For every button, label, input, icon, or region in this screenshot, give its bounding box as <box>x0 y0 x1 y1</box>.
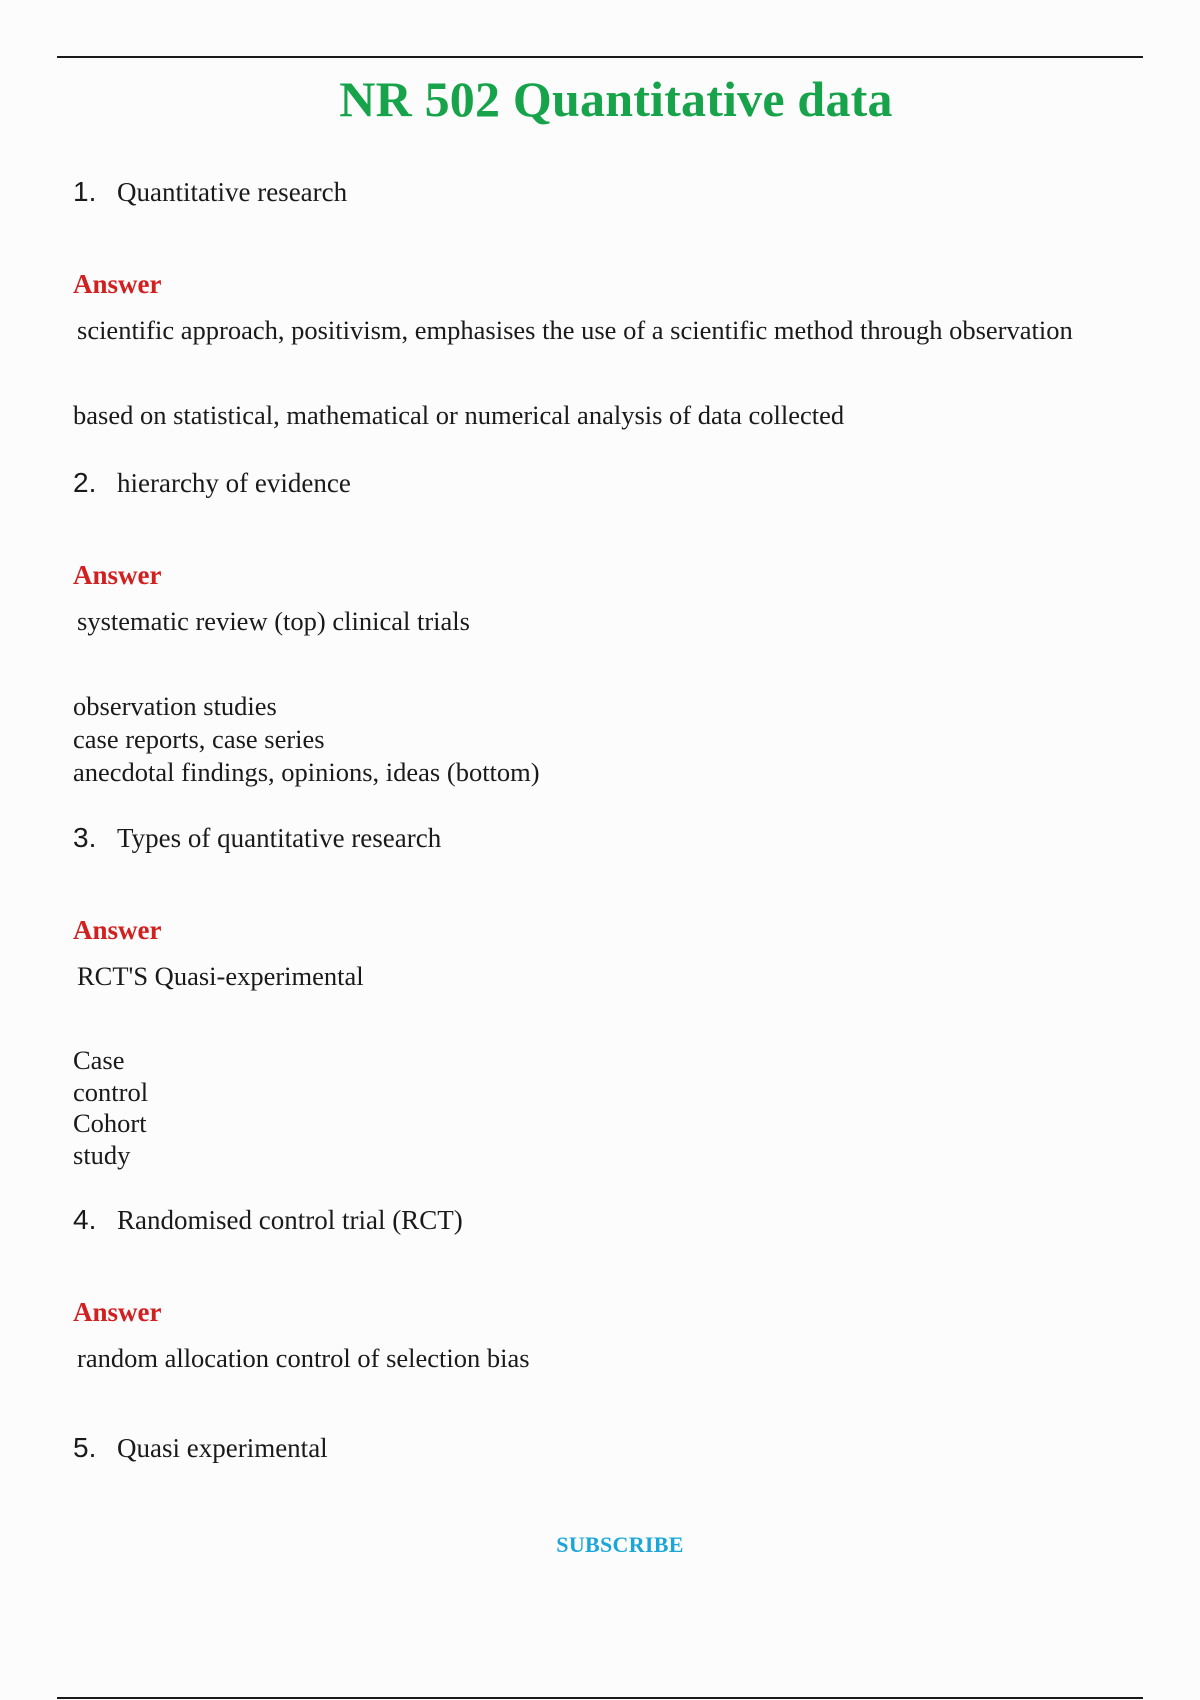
question <box>73 1199 1133 1241</box>
question-text: Quasi experimental <box>117 1433 328 1463</box>
answer-label: Answer <box>73 560 162 590</box>
answer-text: scientific approach, positivism, emphasises the use of a scientific method through observation <box>77 315 1073 345</box>
question-list <box>73 171 1133 1469</box>
question-number: 1. <box>73 176 97 207</box>
answer-line: control <box>73 1076 149 1107</box>
answer-line: Case <box>73 1045 125 1075</box>
question-number: 2. <box>73 467 97 498</box>
question <box>73 1427 1133 1469</box>
answer-extra <box>73 690 1133 789</box>
question <box>73 817 1133 859</box>
answer-line: Cohort <box>73 1108 147 1138</box>
page-title: NR 502 Quantitative data <box>339 71 893 127</box>
answer-line: case reports, case series <box>73 724 325 754</box>
question-block <box>73 817 1133 1171</box>
answer-extra <box>73 1045 1133 1171</box>
question-block <box>73 1199 1133 1375</box>
question-number: 5. <box>73 1432 97 1463</box>
bottom-divider <box>57 1697 1143 1699</box>
answer-label: Answer <box>73 915 162 945</box>
question-block <box>73 1427 1133 1469</box>
question-block <box>73 462 1133 789</box>
answer-text: random allocation control of selection bias <box>77 1343 530 1373</box>
question-text: Types of quantitative research <box>117 823 442 853</box>
question <box>73 462 1133 504</box>
question-text: hierarchy of evidence <box>117 468 351 498</box>
question-number: 3. <box>73 822 97 853</box>
answer-text: RCT'S Quasi-experimental <box>77 961 364 991</box>
question-number: 4. <box>73 1204 97 1235</box>
subscribe-link[interactable]: SUBSCRIBE <box>556 1532 684 1557</box>
top-divider <box>57 56 1143 58</box>
answer-label: Answer <box>73 1297 162 1327</box>
answer-extra <box>73 399 1133 432</box>
answer-line: observation studies <box>73 691 277 721</box>
answer-line: study <box>73 1139 131 1170</box>
answer-line: based on statistical, mathematical or numerical analysis of data collected <box>73 400 845 430</box>
answer-line: anecdotal findings, opinions, ideas (bottom) <box>73 757 540 787</box>
answer-label: Answer <box>73 269 162 299</box>
question <box>73 171 1133 213</box>
answer-text: systematic review (top) clinical trials <box>77 606 470 636</box>
question-block <box>73 171 1133 432</box>
question-text: Quantitative research <box>117 177 348 207</box>
question-text: Randomised control trial (RCT) <box>117 1205 463 1235</box>
